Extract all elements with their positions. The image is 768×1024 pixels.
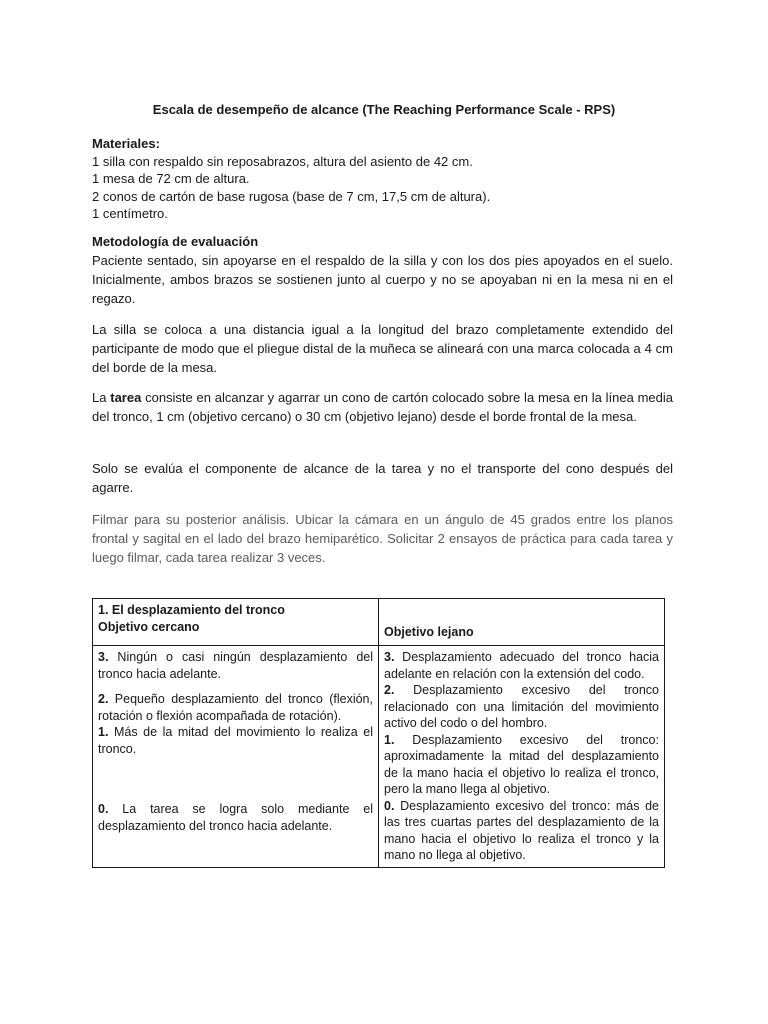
score-text: Desplazamiento excesivo del tronco: más de las tres cuartas partes del desplazamiento de la mano hacia el objetivo lo realiza el tronco y la mano no llega al objetivo. bbox=[384, 798, 659, 862]
score-item bbox=[98, 801, 373, 834]
section-title: 1. El desplazamiento del tronco bbox=[98, 603, 285, 617]
score-item bbox=[98, 691, 373, 724]
score-text: Desplazamiento excesivo del tronco relacionado con una limitación del movimiento activo del codo o del hombro. bbox=[384, 683, 659, 730]
materials-section bbox=[92, 135, 673, 223]
far-target-cell bbox=[379, 646, 665, 868]
trunk-displacement-table bbox=[92, 598, 665, 868]
methodology-heading: Metodología de evaluación bbox=[92, 234, 259, 249]
header-cell-near bbox=[93, 599, 379, 646]
score-text: Desplazamiento adecuado del tronco hacia adelante en relación con la extensión del codo. bbox=[384, 650, 659, 681]
column-label-far: Objetivo lejano bbox=[379, 599, 665, 646]
methodology-paragraph-2: La silla se coloca a una distancia igual a la longitud del brazo completamente extendido del participante de modo que el pliegue distal de la muñeca se alineará con una marca colocada a 4 cm del borde de la mesa. bbox=[92, 322, 673, 375]
methodology-section bbox=[92, 233, 673, 308]
materials-item: 1 mesa de 72 cm de altura. bbox=[92, 171, 250, 186]
score-number: 2. bbox=[384, 683, 395, 697]
score-item bbox=[384, 682, 659, 732]
materials-item: 2 conos de cartón de base rugosa (base de 7 cm, 17,5 cm de altura). bbox=[92, 188, 491, 204]
score-number: 0. bbox=[384, 798, 395, 813]
score-item bbox=[384, 649, 659, 682]
column-label-near: Objetivo cercano bbox=[98, 619, 200, 634]
score-number: 0. bbox=[98, 802, 109, 816]
score-number: 2. bbox=[98, 692, 109, 706]
paragraph-text: La bbox=[92, 390, 111, 405]
paragraph-text: consiste en alcanzar y agarrar un cono de cartón colocado sobre la mesa en la línea media del tronco, 1 cm (objetivo cercano) o 30 cm (objetivo lejano) desde el borde frontal de la mesa. bbox=[92, 390, 673, 424]
score-text: La tarea se logra solo mediante el desplazamiento del tronco hacia adelante. bbox=[98, 802, 373, 833]
materials-item: 1 centímetro. bbox=[92, 206, 168, 221]
methodology-paragraph-1: Paciente sentado, sin apoyarse en el respaldo de la silla y con los dos pies apoyados en el suelo. Inicialmente, ambos brazos se sostienen junto al cuerpo y no se apoyaban ni en la mesa ni en el regazo. bbox=[92, 252, 673, 306]
materials-heading: Materiales: bbox=[92, 136, 160, 151]
score-number: 3. bbox=[384, 650, 395, 664]
score-item bbox=[384, 798, 659, 864]
table-header-row bbox=[93, 599, 665, 646]
score-number: 1. bbox=[384, 732, 395, 747]
score-number: 1. bbox=[98, 725, 109, 739]
methodology-paragraph-5: Filmar para su posterior análisis. Ubicar la cámara en un ángulo de 45 grados entre los planos frontal y sagital en el lado del brazo hemiparético. Solicitar 2 ensayos de práctica para cada tarea y luego filmar, cada tarea realizar 3 veces. bbox=[92, 512, 673, 565]
score-item bbox=[98, 724, 373, 757]
score-text: Pequeño desplazamiento del tronco (flexión, rotación o flexión acompañada de rotación). bbox=[98, 692, 373, 723]
methodology-paragraph-4: Solo se evalúa el componente de alcance de la tarea y no el transporte del cono después del agarre. bbox=[92, 461, 673, 495]
score-text: Ningún o casi ningún desplazamiento del tronco hacia adelante. bbox=[98, 650, 373, 681]
materials-item: 1 silla con respaldo sin reposabrazos, altura del asiento de 42 cm. bbox=[92, 153, 473, 169]
table-row bbox=[93, 646, 665, 868]
task-keyword: tarea bbox=[110, 390, 142, 405]
score-item bbox=[98, 649, 373, 682]
score-text: Más de la mitad del movimiento lo realiza el tronco. bbox=[98, 725, 373, 756]
score-item bbox=[384, 732, 659, 798]
score-text: Desplazamiento excesivo del tronco: aproximadamente la mitad del desplazamiento de la mano hacia el objetivo lo realiza el tronco, pero la mano llega al objetivo. bbox=[384, 732, 659, 796]
methodology-paragraph-3 bbox=[92, 388, 673, 426]
document-title: Escala de desempeño de alcance (The Reaching Performance Scale - RPS) bbox=[152, 102, 616, 117]
score-number: 3. bbox=[98, 650, 109, 664]
near-target-cell bbox=[93, 646, 379, 868]
